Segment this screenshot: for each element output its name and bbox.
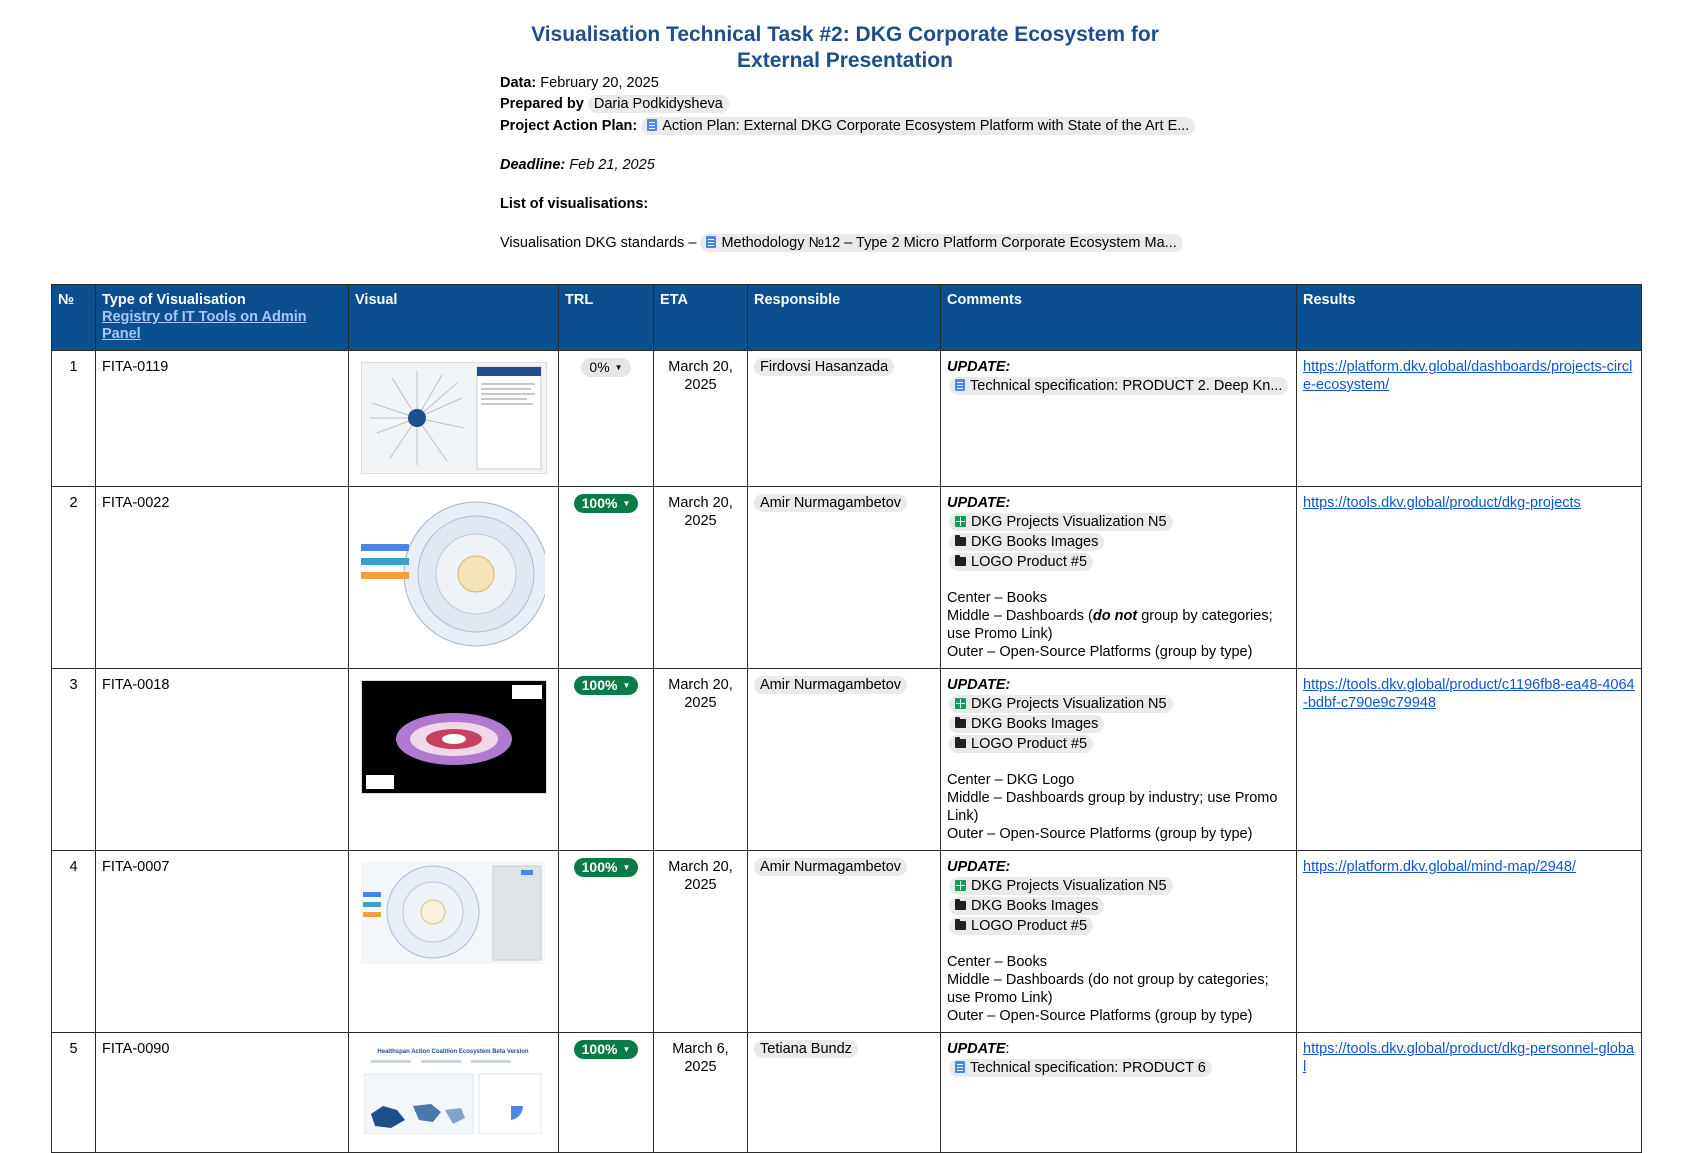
list-label: List of visualisations: [500,196,649,212]
responsible-chip[interactable]: Firdovsi Hasanzada [754,358,894,376]
eta-year: 2025 [684,1059,717,1075]
row-result [1297,669,1642,851]
folder-chip-label: DKG Books Images [971,534,1099,550]
result-link[interactable]: https://tools.dkv.global/product/dkg-personnel-global [1303,1041,1635,1075]
folder-icon [955,557,966,566]
row-result [1297,487,1642,669]
comment-line: Middle – Dashboards group by industry; use Promo Link) [947,790,1278,824]
visual-thumbnail[interactable] [361,362,547,474]
update-label: UPDATE: [947,677,1011,693]
sheet-icon [955,880,966,891]
row-trl [559,1033,654,1153]
deadline-value: Feb 21, 2025 [569,157,655,173]
folder-chip[interactable] [949,533,1104,551]
comment-line: Outer – Open-Source Platforms (group by type) [947,826,1253,842]
result-link[interactable]: https://tools.dkv.global/product/c1196fb8-ea48-4064-bdbf-c790e9c79948 [1303,677,1635,711]
header-visual: Visual [349,285,559,351]
row-num: 3 [52,669,96,851]
update-label: UPDATE: [947,1041,1010,1057]
header-trl: TRL [559,285,654,351]
row-result [1297,351,1642,487]
comment-line: Center – Books [947,954,1047,970]
folder-chip-label: LOGO Product #5 [971,736,1088,752]
row-responsible [748,351,941,487]
visual-thumbnail[interactable] [361,498,545,650]
prepared-person-chip[interactable]: Daria Podkidysheva [588,95,729,113]
eta-year: 2025 [684,695,717,711]
eta-date: March 20, [668,677,733,693]
responsible-chip[interactable]: Tetiana Bundz [754,1040,858,1058]
dropdown-caret-icon: ▼ [622,499,631,508]
header-eta: ETA [654,285,748,351]
table-row [52,351,1642,487]
folder-chip[interactable] [949,553,1093,571]
update-label: UPDATE: [947,859,1011,875]
folder-chip[interactable] [949,917,1093,935]
update-label: UPDATE: [947,359,1011,375]
eta-date: March 6, [672,1041,729,1057]
folder-chip-label: DKG Books Images [971,716,1099,732]
header-num: № [52,285,96,351]
sheet-chip[interactable] [949,695,1173,713]
folder-icon [955,537,966,546]
doc-icon [955,1061,965,1073]
visual-thumbnail[interactable] [361,862,545,964]
meta-deadline [500,156,655,174]
comment-line: Center – Books [947,590,1047,606]
sheet-chip-label: DKG Projects Visualization N5 [971,696,1167,712]
table-header-row [52,285,1642,351]
row-type: FITA-0090 [96,1033,349,1153]
responsible-chip[interactable]: Amir Nurmagambetov [754,676,907,694]
folder-chip-label: LOGO Product #5 [971,918,1088,934]
registry-link[interactable]: Registry of IT Tools on Admin Panel [102,309,307,342]
doc-chip[interactable] [949,377,1288,395]
row-trl [559,487,654,669]
row-trl [559,351,654,487]
row-comments [941,487,1297,669]
visual-thumbnail[interactable] [361,680,547,794]
row-result [1297,1033,1642,1153]
trl-value: 100% [581,859,618,875]
row-type: FITA-0119 [96,351,349,487]
table-row [52,1033,1642,1153]
header-comments: Comments [941,285,1297,351]
prepared-label: Prepared by [500,96,584,112]
folder-chip-label: DKG Books Images [971,898,1099,914]
row-comments [941,669,1297,851]
row-comments [941,851,1297,1033]
responsible-chip[interactable]: Amir Nurmagambetov [754,494,907,512]
meta-date [500,74,659,92]
doc-icon [706,236,716,248]
responsible-chip[interactable]: Amir Nurmagambetov [754,858,907,876]
standards-doc-chip[interactable] [700,234,1182,252]
dropdown-caret-icon: ▼ [614,363,623,372]
row-type: FITA-0018 [96,669,349,851]
plan-link-text: Action Plan: External DKG Corporate Ecosystem Platform with State of the Art E... [662,118,1190,135]
sheet-chip[interactable] [949,877,1173,895]
visualisations-table [51,284,1642,1153]
trl-dropdown[interactable] [574,858,639,877]
sheet-chip-label: DKG Projects Visualization N5 [971,878,1167,894]
table-row [52,851,1642,1033]
row-eta [654,351,748,487]
page-title: Visualisation Technical Task #2: DKG Corporate Ecosystem for External Presentation [531,23,1159,72]
sheet-chip[interactable] [949,513,1173,531]
row-eta [654,851,748,1033]
folder-chip[interactable] [949,897,1104,915]
folder-chip[interactable] [949,715,1104,733]
row-eta [654,669,748,851]
doc-chip-label: Technical specification: PRODUCT 6 [970,1060,1206,1076]
result-link[interactable]: https://platform.dkv.global/mind-map/2948/ [1303,859,1576,875]
eta-date: March 20, [668,495,733,511]
row-responsible [748,669,941,851]
result-link[interactable]: https://platform.dkv.global/dashboards/projects-circle-ecosystem/ [1303,359,1633,393]
trl-value: 100% [581,1041,618,1057]
eta-year: 2025 [684,877,717,893]
row-num: 1 [52,351,96,487]
eta-date: March 20, [668,859,733,875]
row-type: FITA-0007 [96,851,349,1033]
header-type-label: Type of Visualisation [102,292,246,308]
meta-standards [500,234,1183,252]
row-num: 2 [52,487,96,669]
sheet-icon [955,698,966,709]
row-visual [349,669,559,851]
eta-year: 2025 [684,377,717,393]
folder-icon [955,719,966,728]
trl-dropdown[interactable] [574,494,639,513]
folder-icon [955,921,966,930]
comment-line: Middle – Dashboards (do not group by categories; use Promo Link) [947,972,1269,1006]
doc-chip-label: Technical specification: PRODUCT 2. Deep Kn... [970,378,1283,394]
row-result [1297,851,1642,1033]
meta-list-label [500,195,648,213]
trl-value: 100% [581,495,618,511]
trl-value: 100% [581,677,618,693]
comment-line: Outer – Open-Source Platforms (group by type) [947,644,1253,660]
row-responsible [748,487,941,669]
deadline-label: Deadline: [500,157,566,173]
doc-chip[interactable] [949,1059,1212,1077]
trl-dropdown[interactable] [574,676,639,695]
trl-dropdown[interactable] [574,1040,639,1059]
date-value: February 20, 2025 [540,75,659,91]
plan-doc-chip[interactable] [641,117,1195,135]
visual-thumbnail[interactable] [361,1044,545,1134]
result-link[interactable]: https://tools.dkv.global/product/dkg-projects [1303,495,1581,511]
table-row [52,669,1642,851]
row-responsible [748,851,941,1033]
dropdown-caret-icon: ▼ [622,681,631,690]
sheet-chip-label: DKG Projects Visualization N5 [971,514,1167,530]
row-visual [349,851,559,1033]
folder-icon [955,901,966,910]
header-responsible: Responsible [748,285,941,351]
dropdown-caret-icon: ▼ [622,863,631,872]
thumb-title: Healthspan Action Coalition Ecosystem Beta Version [377,1049,529,1055]
row-visual [349,487,559,669]
folder-icon [955,739,966,748]
row-num: 5 [52,1033,96,1153]
sheet-icon [955,516,966,527]
standards-link-text: Methodology №12 – Type 2 Micro Platform Corporate Ecosystem Ma... [721,235,1177,252]
row-num: 4 [52,851,96,1033]
comment-line: Outer – Open-Source Platforms (group by type) [947,1008,1253,1024]
dropdown-caret-icon: ▼ [622,1045,631,1054]
row-comments [941,351,1297,487]
row-visual [349,1033,559,1153]
trl-value: 0% [589,359,610,375]
meta-prepared [500,95,729,113]
meta-plan [500,117,1195,135]
folder-chip-label: LOGO Product #5 [971,554,1088,570]
table-row [52,487,1642,669]
standards-text: Visualisation DKG standards – [500,235,697,251]
folder-chip[interactable] [949,735,1093,753]
row-trl [559,669,654,851]
trl-dropdown[interactable] [581,358,630,377]
eta-date: March 20, [668,359,733,375]
comment-line: Center – DKG Logo [947,772,1075,788]
row-responsible [748,1033,941,1153]
comment-line: Middle – Dashboards (do not group by categories; use Promo Link) [947,608,1273,642]
row-comments [941,1033,1297,1153]
row-eta [654,487,748,669]
row-trl [559,851,654,1033]
date-label: Data: [500,75,537,91]
doc-icon [955,379,965,391]
row-type: FITA-0022 [96,487,349,669]
header-results: Results [1297,285,1642,351]
eta-year: 2025 [684,513,717,529]
row-visual [349,351,559,487]
header-type [96,285,349,351]
update-label: UPDATE: [947,495,1011,511]
row-eta [654,1033,748,1153]
doc-icon [647,119,657,131]
plan-label: Project Action Plan: [500,118,638,134]
